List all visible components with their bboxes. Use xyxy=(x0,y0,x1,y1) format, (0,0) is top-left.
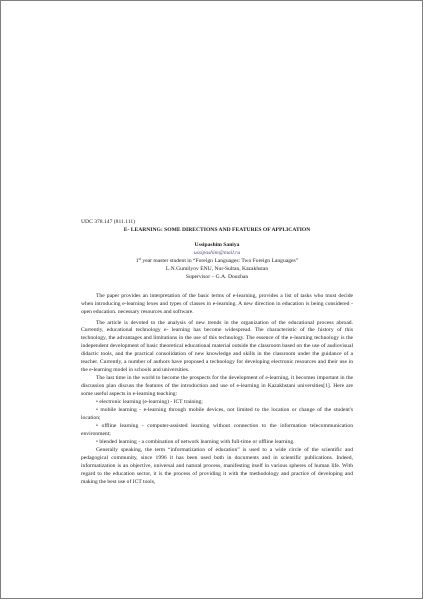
body-paragraph: The article is devoted to the analysis of new trends in the organization of the educational process abroad. Currently, educational technology e- learning has become widespread. The characteristic of the history of this technology, the advantages and limitations in the use of this technology. The essence of the e-learning technology is the independent development of basic theoretical educational material outside the classroom based on the use of audiovisual didactic tools, and the practical consolidation of new knowledge and skills in the classroom under the guidance of a teacher. Currently, a number of authors have proposed a technology for developing electronic resources and their use in the e-learning model in schools and universities. xyxy=(81,319,353,374)
role-num: 1 xyxy=(135,257,139,264)
list-item: • blended learning - a combination of network learning with full-time or offline learning. xyxy=(96,438,295,445)
document-page xyxy=(81,219,353,487)
body-paragraph: The last time in the world to become the prospects for the development of e-learning, it becomes important in the discussion plan discuss the features of the introduction and use of e-learning in Kazakhstani universities[1]. Here are some useful aspects in e-learning teaching: xyxy=(81,375,353,398)
author-affiliation: L.N.Gumilyov ENU, Nur-Sultan, Kazakhstan xyxy=(165,265,269,272)
article-title: E- LEARNING: SOME DIRECTIONS AND FEATURES OF APPLICATION xyxy=(123,226,311,233)
body-paragraph: Generally speaking, the term “informatization of education” is used to a wide circle of the scientific and pedagogical community, since 1996 it has been used both in documents and in scientific publications. Indeed, informatization is an objective, universal and natural process, manifesting itself in various spheres of human life. With regard to the education sector, it is the process of providing it with the methodology and practice of developing and making the best use of ICT tools, xyxy=(81,446,353,485)
list-item: • electronic learning (e-learning) - ICT training; xyxy=(96,399,203,406)
author-email[interactable]: ussipashim@mail.ru xyxy=(193,249,241,256)
list-item: • offline learning - computer-assisted learning without connection to the information telecommunication environment; xyxy=(81,422,353,437)
role-sup: st xyxy=(138,256,141,261)
author-name: Ussipashim Saniya xyxy=(194,241,240,248)
role-rest: year master student in “Foreign Languages: Two Foreign Languages” xyxy=(141,257,299,264)
abstract-paragraph: The paper provides an interpretation of the basic terms of e-learning, provides a list of tasks who must decide when introducing e-learning lexes and types of classes in e-learning. A new direction in education is being considered - open education. necessary resources and software. xyxy=(81,292,353,315)
author-role xyxy=(81,258,353,266)
article-body xyxy=(81,293,353,487)
list-item: • mobile learning - e-learning through mobile devices, not limited to the location or change of the student's location; xyxy=(81,407,353,421)
udc-code: UDC 378.147 (811.111) xyxy=(81,219,136,225)
supervisor: Supervisor – G.A. Douzhan xyxy=(185,273,249,280)
